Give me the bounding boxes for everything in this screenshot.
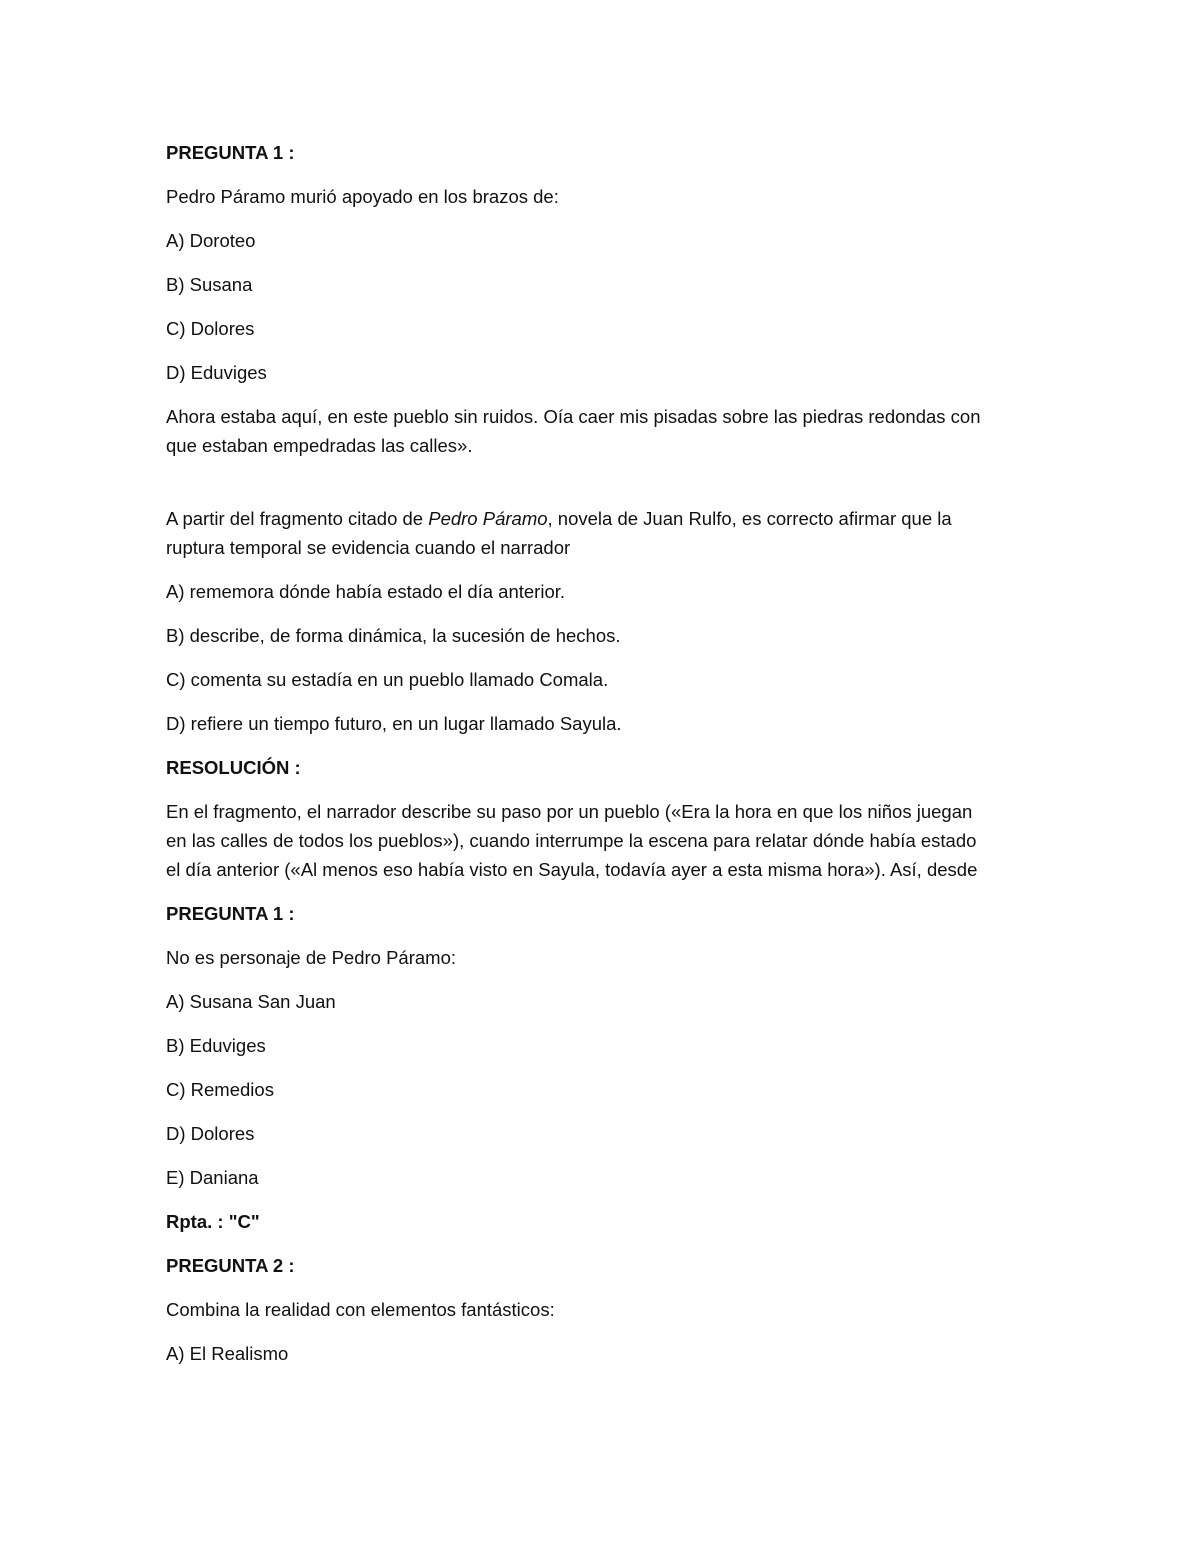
fragment-question-text-start: A partir del fragmento citado de <box>166 508 429 529</box>
resolution-heading: RESOLUCIÓN : <box>166 757 301 778</box>
question-1b-option-d: D) Dolores <box>166 1123 255 1144</box>
fragment-line-2: que estaban empedradas las calles». <box>166 435 473 456</box>
novel-title: Pedro Páramo <box>428 508 548 529</box>
question-1-option-d: D) Eduviges <box>166 362 267 383</box>
question-1b-option-e: E) Daniana <box>166 1167 259 1188</box>
question-1b-option-a: A) Susana San Juan <box>166 991 336 1012</box>
resolution-line-3: el día anterior («Al menos eso había visto en Sayula, todavía ayer a esta misma hora»). Así, desde <box>166 859 978 880</box>
question-1b-option-b: B) Eduviges <box>166 1035 266 1056</box>
question-1-option-b: B) Susana <box>166 274 253 295</box>
question-1-heading: PREGUNTA 1 : <box>166 142 295 163</box>
question-1-option-a: A) Doroteo <box>166 230 256 251</box>
resolution-line-1: En el fragmento, el narrador describe su paso por un pueblo («Era la hora en que los niños juegan <box>166 801 973 822</box>
resolution-line-2: en las calles de todos los pueblos»), cuando interrumpe la escena para relatar dónde había estado <box>166 830 977 851</box>
question-2-text: Combina la realidad con elementos fantásticos: <box>166 1299 555 1320</box>
fragment-question-line-2: ruptura temporal se evidencia cuando el narrador <box>166 537 571 558</box>
question-1b-answer: Rpta. : "C" <box>166 1211 260 1232</box>
question-1-text: Pedro Páramo murió apoyado en los brazos de: <box>166 186 559 207</box>
fragment-option-a: A) rememora dónde había estado el día anterior. <box>166 581 566 602</box>
question-2-option-a: A) El Realismo <box>166 1343 289 1364</box>
fragment-option-b: B) describe, de forma dinámica, la sucesión de hechos. <box>166 625 621 646</box>
fragment-question-line-1 <box>166 504 1036 533</box>
question-1b-option-c: C) Remedios <box>166 1079 274 1100</box>
fragment-option-c: C) comenta su estadía en un pueblo llamado Comala. <box>166 669 609 690</box>
question-1b-heading: PREGUNTA 1 : <box>166 903 295 924</box>
question-2-heading: PREGUNTA 2 : <box>166 1255 295 1276</box>
fragment-line-1: Ahora estaba aquí, en este pueblo sin ruidos. Oía caer mis pisadas sobre las piedras redondas con <box>166 406 981 427</box>
document-page <box>166 138 1036 1368</box>
fragment-question-text-end: , novela de Juan Rulfo, es correcto afirmar que la <box>547 508 952 529</box>
fragment-option-d: D) refiere un tiempo futuro, en un lugar llamado Sayula. <box>166 713 622 734</box>
question-1-option-c: C) Dolores <box>166 318 255 339</box>
question-1b-text: No es personaje de Pedro Páramo: <box>166 947 457 968</box>
